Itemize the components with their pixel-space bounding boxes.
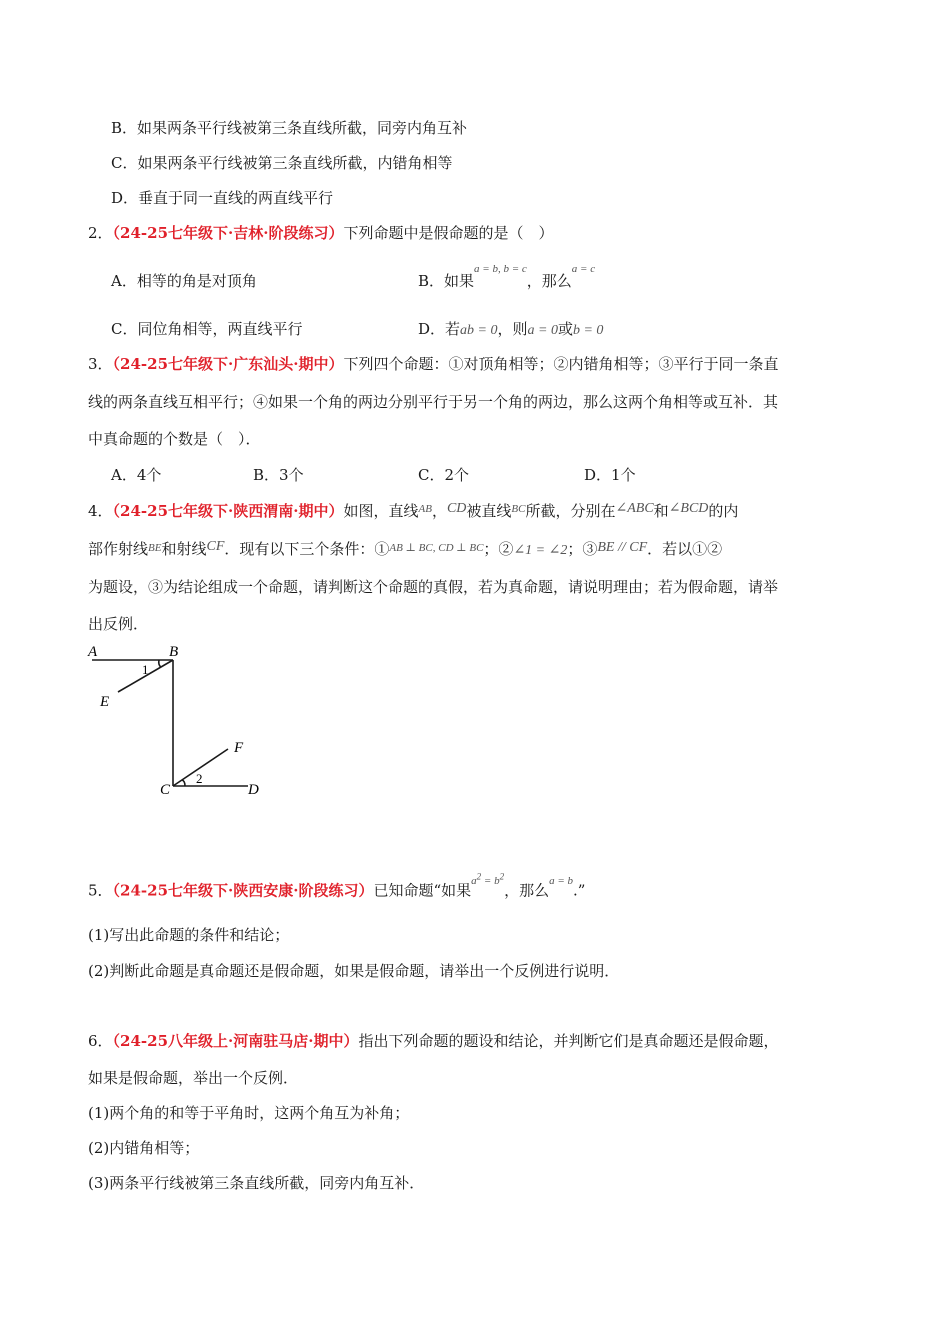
q3-stem-line-2: 线的两条直线互相平行；④如果一个角的两边分别平行于另一个角的两边，那么这两个角相等或互补．其 — [88, 393, 779, 411]
q4-stem-line-4: 出反例． — [88, 615, 149, 633]
label-angle-2: 2 — [196, 771, 203, 786]
q4-text: 被直线 — [466, 502, 512, 520]
q5-text: 已知命题“如果 — [373, 881, 472, 900]
q5-math-conclusion: a = b — [549, 874, 574, 887]
q2-option-d-or: 或 — [557, 320, 573, 338]
q5-part-2: (2)判断此命题是真命题还是假命题，如果是假命题，请举出一个反例进行说明． — [88, 962, 620, 980]
q4-math-cf: CF — [206, 539, 225, 554]
q4-text: 的内 — [708, 502, 739, 520]
q5-text: ，那么 — [504, 881, 550, 900]
q4-text: 和射线 — [161, 540, 207, 558]
label-angle-1: 1 — [142, 662, 149, 677]
q2-option-b-math-2: a = c — [571, 263, 596, 275]
q5-math-base: a — [471, 874, 477, 887]
q2-stem-line — [88, 223, 553, 243]
q5-math-exponent-2: 2 — [499, 871, 505, 881]
q4-text: 如图，直线 — [343, 502, 419, 520]
q1-option-b: B．如果两条平行线被第三条直线所截，同旁内角互补 — [111, 119, 468, 137]
label-c: C — [160, 782, 171, 798]
q3-stem-1: 下列四个命题：①对顶角相等；②内错角相等；③平行于同一条直 — [343, 355, 779, 373]
q2-source: （24-25七年级下·吉林·阶段练习） — [112, 224, 344, 242]
q2-number: 2． — [88, 224, 113, 242]
q4-math-parallel: BE // CF — [597, 540, 648, 555]
q6-stem-line-1 — [88, 1031, 778, 1051]
q3-stem-line-1 — [88, 354, 778, 374]
q3-number: 3． — [88, 355, 113, 373]
q2-option-a: A．相等的角是对顶角 — [111, 272, 257, 290]
q3-option-c: C．2个 — [418, 466, 470, 484]
q4-stem-line-2 — [88, 539, 722, 561]
q6-part-1: (1)两个角的和等于平角时，这两个角互为补角； — [88, 1104, 410, 1122]
angle-2-arc — [182, 780, 185, 786]
q5-stem-line — [88, 871, 586, 903]
q2-option-d-prefix: D．若 — [418, 320, 461, 338]
q4-math-ab: AB — [418, 503, 432, 515]
q1-option-c: C．如果两条平行线被第三条直线所截，内错角相等 — [111, 154, 453, 172]
q2-option-d-math-2: a = 0 — [527, 323, 558, 338]
q5-part-1: (1)写出此命题的条件和结论； — [88, 926, 290, 944]
label-d: D — [248, 782, 259, 798]
q6-stem-line-2: 如果是假命题，举出一个反例． — [88, 1069, 299, 1087]
q4-stem-line-3: 为题设，③为结论组成一个命题，请判断这个命题的真假，若为真命题，请说明理由；若为假命题，请举 — [88, 578, 779, 596]
q4-source: （24-25七年级下·陕西渭南·期中） — [112, 502, 344, 520]
q4-text: ；② — [483, 540, 514, 558]
q4-text: 部作射线 — [88, 540, 149, 558]
label-b: B — [169, 644, 179, 660]
q5-math-squares — [471, 871, 505, 887]
q1-option-d: D．垂直于同一直线的两直线平行 — [111, 189, 334, 207]
q3-option-b: B．3个 — [253, 466, 304, 484]
q5-math-mid: = b — [481, 874, 500, 887]
q4-math-angle-bcd: ∠BCD — [668, 501, 709, 516]
label-a: A — [88, 644, 98, 660]
label-f: F — [234, 740, 244, 756]
q6-part-3: (3)两条平行线被第三条直线所截，同旁内角互补． — [88, 1174, 425, 1192]
q5-number: 5． — [88, 881, 113, 900]
q4-stem-line-1 — [88, 501, 738, 523]
q4-figure — [80, 640, 280, 800]
q2-option-b — [418, 263, 596, 293]
q5-text: .” — [573, 881, 586, 900]
q2-option-b-math-1: a = b, b = c — [474, 263, 527, 275]
q2-stem: 下列命题中是假命题的是（ ） — [343, 224, 554, 242]
q6-source: （24-25八年级上·河南驻马店·期中） — [112, 1032, 359, 1050]
q4-math-angle-abc: ∠ABC — [615, 501, 654, 516]
q4-number: 4． — [88, 502, 113, 520]
q4-text: 所截，分别在 — [525, 502, 616, 520]
q2-option-d — [418, 319, 603, 341]
q2-option-b-mid: ，那么 — [526, 272, 572, 290]
q5-math-exponent: 2 — [476, 871, 482, 881]
q6-number: 6． — [88, 1032, 113, 1050]
q4-math-cd: CD — [446, 501, 467, 516]
q4-math-perpendicular: AB ⊥ BC, CD ⊥ BC — [389, 542, 484, 554]
q4-text: ．现有以下三个条件：① — [224, 540, 390, 558]
q3-stem-line-3: 中真命题的个数是（ ）． — [88, 430, 261, 448]
q2-option-d-math-3: b = 0 — [572, 323, 604, 338]
q3-option-d: D．1个 — [584, 466, 636, 484]
q4-text: ．若以①② — [647, 540, 723, 558]
label-e: E — [100, 694, 110, 710]
q2-option-b-prefix: B．如果 — [418, 272, 475, 290]
q4-math-be: BE — [148, 542, 162, 554]
q3-source: （24-25七年级下·广东汕头·期中） — [112, 355, 344, 373]
q4-math-bc: BC — [511, 503, 526, 515]
q2-option-c: C．同位角相等，两直线平行 — [111, 320, 303, 338]
q4-math-angles-equal: ∠1 = ∠2 — [513, 543, 568, 558]
q2-option-d-math-1: ab = 0 — [460, 323, 498, 338]
angle-1-arc — [159, 660, 161, 667]
q5-source: （24-25七年级下·陕西安康·阶段练习） — [112, 881, 374, 900]
q3-option-a: A．4个 — [111, 466, 162, 484]
q4-text: ， — [431, 502, 447, 520]
q6-stem-1: 指出下列命题的题设和结论，并判断它们是真命题还是假命题， — [358, 1032, 779, 1050]
q4-text: 和 — [653, 502, 669, 520]
q6-part-2: (2)内错角相等； — [88, 1139, 200, 1157]
q2-option-d-mid: ，则 — [497, 320, 528, 338]
q4-text: ；③ — [567, 540, 598, 558]
